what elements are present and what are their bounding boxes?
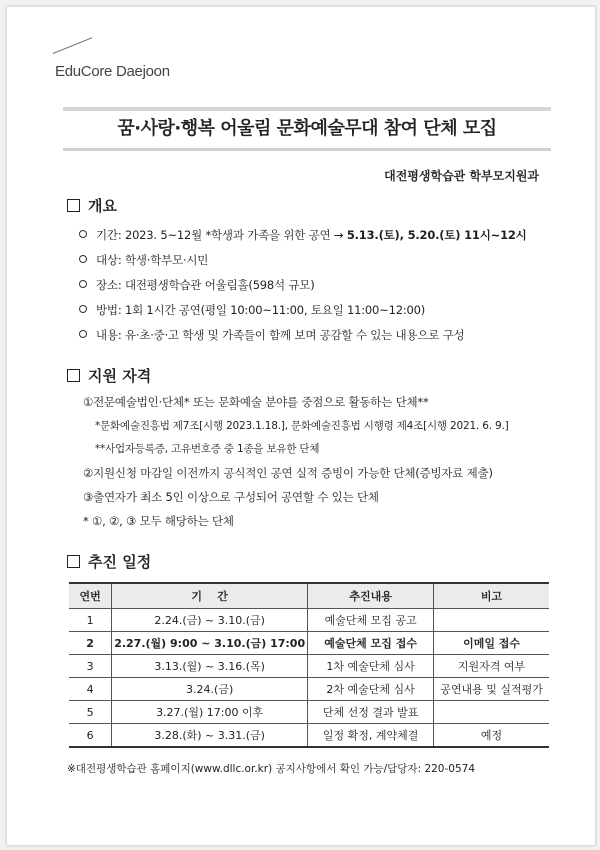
row-note: 예정 xyxy=(434,724,549,748)
document-page xyxy=(6,6,596,846)
header-cell: 비고 xyxy=(434,583,549,609)
circle-bullet-icon xyxy=(79,280,87,288)
checkbox-square-icon xyxy=(67,369,80,382)
row-note xyxy=(434,609,549,632)
footer-note: ※대전평생학습관 홈페이지(www.dllc.or.kr) 공지사항에서 확인 가능/담당자: 220-0574 xyxy=(67,763,475,775)
row-period: 2.27.(월) 9:00 ~ 3.10.(금) 17:00 xyxy=(112,632,308,655)
table-row xyxy=(69,724,549,748)
overview-method: 방법: 1회 1시간 공연(평일 10:00~11:00, 토요일 11:00~12:00) xyxy=(79,302,425,318)
table-header-row xyxy=(69,583,549,609)
table-row xyxy=(69,701,549,724)
section-qualification-heading: 지원 자격 xyxy=(67,365,151,386)
row-content: 일정 확정, 계약체결 xyxy=(308,724,434,748)
table-row xyxy=(69,655,549,678)
row-content: 예술단체 모집 접수 xyxy=(308,632,434,655)
row-period: 3.24.(금) xyxy=(112,678,308,701)
circle-bullet-icon xyxy=(79,255,87,263)
section-overview-heading: 개요 xyxy=(67,195,117,216)
overview-target: 대상: 학생·학부모·시민 xyxy=(79,252,208,268)
schedule-table xyxy=(69,582,549,748)
qualification-item-1: ①전문예술법인·단체* 또는 문화예술 분야를 중점으로 활동하는 단체** xyxy=(83,395,429,409)
row-note: 지원자격 여부 xyxy=(434,655,549,678)
overview-content: 내용: 유·초·중·고 학생 및 가족들이 함께 보며 공감할 수 있는 내용으로 구성 xyxy=(79,327,464,343)
row-number: 1 xyxy=(69,609,112,632)
table-row xyxy=(69,609,549,632)
qualification-item-3: ③출연자가 최소 5인 이상으로 구성되어 공연할 수 있는 단체 xyxy=(83,490,379,504)
row-note: 공연내용 및 실적평가 xyxy=(434,678,549,701)
logo-accent-line xyxy=(53,37,92,54)
overview-place: 장소: 대전평생학습관 어울림홀(598석 규모) xyxy=(79,277,315,293)
checkbox-square-icon xyxy=(67,199,80,212)
row-period: 3.28.(화) ~ 3.31.(금) xyxy=(112,724,308,748)
row-content: 단체 선정 결과 발표 xyxy=(308,701,434,724)
row-content: 1차 예술단체 심사 xyxy=(308,655,434,678)
logo: EduCore Daejoon xyxy=(55,63,170,80)
row-content: 예술단체 모집 공고 xyxy=(308,609,434,632)
row-note xyxy=(434,701,549,724)
circle-bullet-icon xyxy=(79,330,87,338)
overview-period: 기간: 2023. 5~12월 *학생과 가족을 위한 공연 → 5.13.(토), 5.20.(토) 11시~12시 xyxy=(79,227,527,243)
section-schedule-heading: 추진 일정 xyxy=(67,551,151,572)
row-content: 2차 예술단체 심사 xyxy=(308,678,434,701)
row-number: 5 xyxy=(69,701,112,724)
department-name: 대전평생학습관 학부모지원과 xyxy=(384,169,539,183)
qualification-item-4: * ①, ②, ③ 모두 해당하는 단체 xyxy=(83,514,234,528)
row-note: 이메일 접수 xyxy=(434,632,549,655)
qualification-note-2: **사업자등록증, 고유번호증 중 1종을 보유한 단체 xyxy=(95,443,320,455)
row-number: 2 xyxy=(69,632,112,655)
table-row xyxy=(69,678,549,701)
row-number: 3 xyxy=(69,655,112,678)
row-period: 3.13.(월) ~ 3.16.(목) xyxy=(112,655,308,678)
row-period: 3.27.(월) 17:00 이후 xyxy=(112,701,308,724)
row-number: 4 xyxy=(69,678,112,701)
row-number: 6 xyxy=(69,724,112,748)
qualification-note-1: *문화예술진흥법 제7조[시행 2023.1.18.], 문화예술진흥법 시행령 제4조[시행 2021. 6. 9.] xyxy=(95,420,509,432)
row-period: 2.24.(금) ~ 3.10.(금) xyxy=(112,609,308,632)
header-cell: 기 간 xyxy=(112,583,308,609)
checkbox-square-icon xyxy=(67,555,80,568)
page-title: 꿈·사랑·행복 어울림 문화예술무대 참여 단체 모집 xyxy=(117,118,497,139)
header-cell: 추진내용 xyxy=(308,583,434,609)
circle-bullet-icon xyxy=(79,305,87,313)
header-cell: 연번 xyxy=(69,583,112,609)
circle-bullet-icon xyxy=(79,230,87,238)
table-row xyxy=(69,632,549,655)
qualification-item-2: ②지원신청 마감일 이전까지 공식적인 공연 실적 증빙이 가능한 단체(증빙자료 제출) xyxy=(83,466,493,480)
